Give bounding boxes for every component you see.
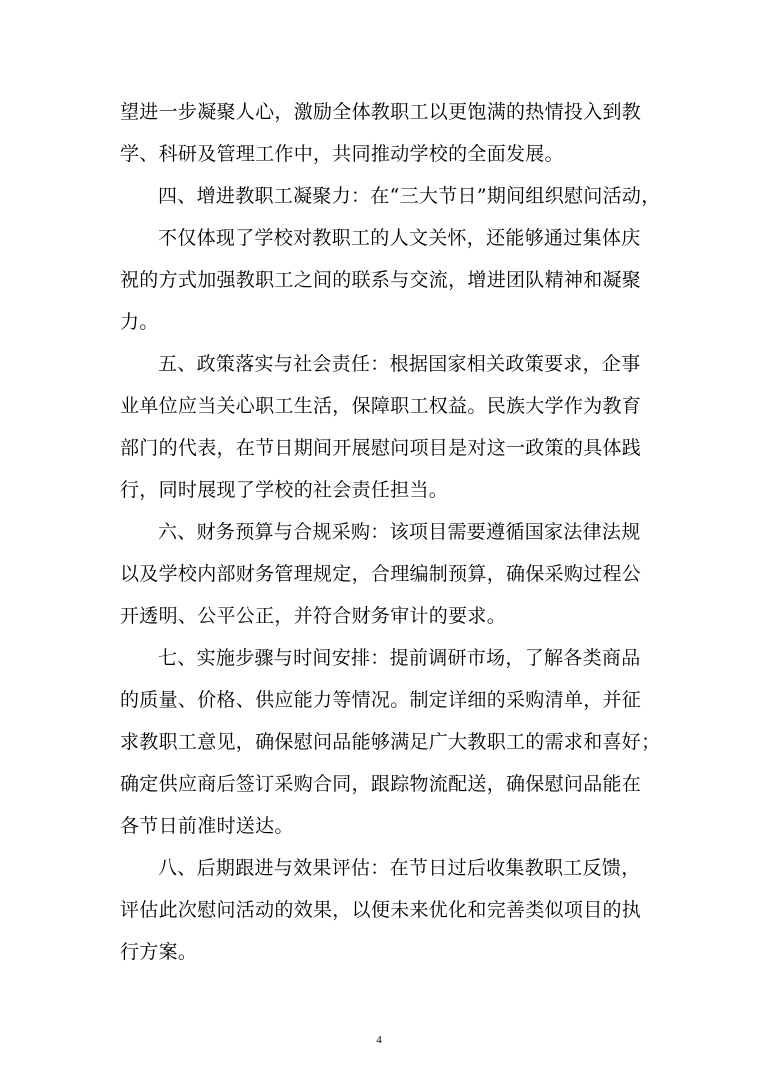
text-line: 行，同时展现了学校的社会责任担当。 [120, 479, 449, 501]
text-line: 确定供应商后签订采购合同，跟踪物流配送，确保慰问品能在 [120, 773, 642, 795]
text-line: 望进一步凝聚人心，激励全体教职工以更饱满的热情投入到教 [120, 101, 642, 123]
text-line: 学、科研及管理工作中，共同推动学校的全面发展。 [120, 143, 564, 165]
text-line: 行方案。 [120, 941, 198, 963]
text-line: 祝的方式加强教职工之间的联系与交流，增进团队精神和凝聚 [120, 269, 642, 291]
text-line: 不仅体现了学校对教职工的人文关怀，还能够通过集体庆 [158, 227, 641, 249]
text-line: 力。 [120, 311, 159, 333]
text-line: 各节日前准时送达。 [120, 815, 294, 837]
text-line: 求教职工意见，确保慰问品能够满足广大教职工的需求和喜好； [120, 731, 661, 753]
text-line: 评估此次慰问活动的效果，以便未来优化和完善类似项目的执 [120, 899, 642, 921]
paragraph-4-start: 四、增进教职工凝聚力：在“三大节日”期间组织慰问活动， [158, 185, 661, 207]
text-line: 开透明、公平公正，并符合财务审计的要求。 [120, 605, 507, 627]
text-line: 以及学校内部财务管理规定，合理编制预算，确保采购过程公 [120, 563, 642, 585]
text-line: 业单位应当关心职工生活，保障职工权益。民族大学作为教育 [120, 395, 642, 417]
text-line: 的质量、价格、供应能力等情况。制定详细的采购清单，并征 [120, 689, 642, 711]
page-number: 4 [376, 1034, 382, 1046]
text-line: 部门的代表，在节日期间开展慰问项目是对这一政策的具体践 [120, 437, 642, 459]
paragraph-8-start: 八、后期跟进与效果评估：在节日过后收集教职工反馈， [158, 857, 641, 879]
paragraph-7-start: 七、实施步骤与时间安排：提前调研市场，了解各类商品 [158, 647, 641, 669]
paragraph-5-start: 五、政策落实与社会责任：根据国家相关政策要求，企事 [158, 353, 641, 375]
paragraph-6-start: 六、财务预算与合规采购：该项目需要遵循国家法律法规 [158, 521, 641, 543]
